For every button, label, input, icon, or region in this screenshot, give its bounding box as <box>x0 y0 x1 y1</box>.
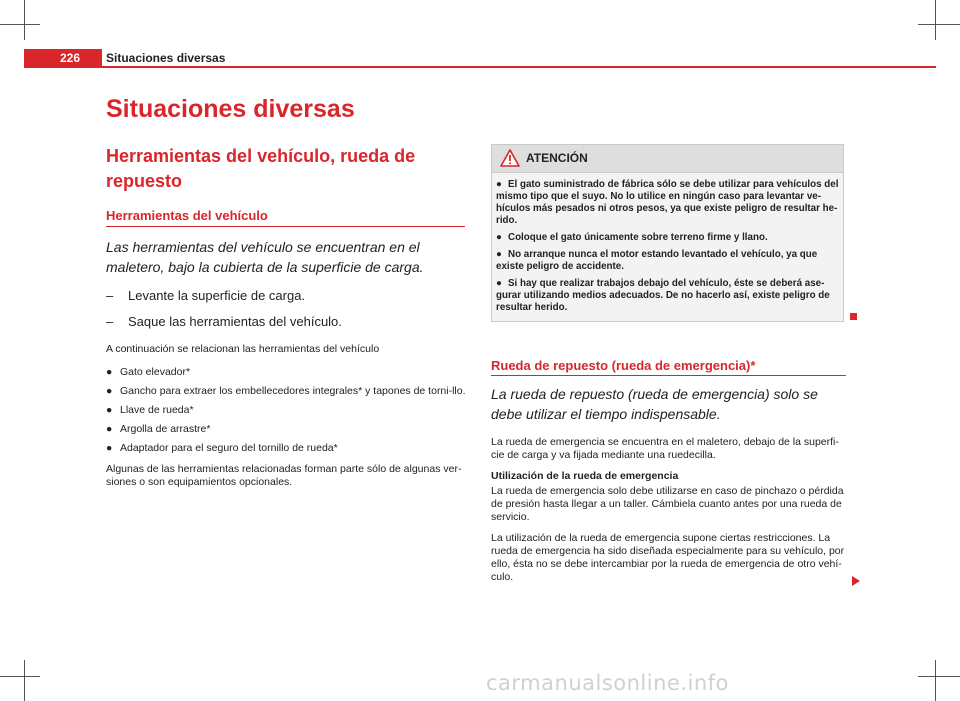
spare-wheel-intro: La rueda de repuesto (rueda de emergencia) solo se debe utilizar el tiempo indispensable. <box>491 386 818 422</box>
step-text: Levante la superficie de carga. <box>128 288 306 303</box>
warning-item-text: Si hay que realizar trabajos debajo del vehículo, éste se deberá ase-gurar utilizando medios adecuados. De no hacerlo así, existe peligro de resultar herido. <box>496 278 830 313</box>
warning-header <box>492 145 843 173</box>
list-item <box>106 442 466 455</box>
bullet-marker: ● <box>496 179 502 190</box>
bullet-marker: ● <box>106 366 113 378</box>
section-end-mark <box>850 313 857 320</box>
bullet-marker: ● <box>496 249 502 260</box>
list-item <box>106 385 466 398</box>
crop-mark <box>24 0 25 40</box>
list-item <box>106 404 466 417</box>
warning-item <box>496 232 839 244</box>
tools-heading: Herramientas del vehículo <box>106 208 268 223</box>
list-item-text: Gato elevador* <box>120 366 191 378</box>
crop-mark <box>935 660 936 701</box>
crop-mark <box>935 0 936 40</box>
warning-item-text: No arranque nunca el motor estando levantado el vehículo, ya que existe peligro de accidente. <box>496 249 818 272</box>
list-item-text: Llave de rueda* <box>120 404 194 416</box>
subheading: Utilización de la rueda de emergencia <box>491 470 679 482</box>
bullet-marker: ● <box>496 232 502 243</box>
step-text: Saque las herramientas del vehículo. <box>128 314 342 329</box>
heading-rule <box>491 375 846 376</box>
dash-marker: – <box>106 314 114 329</box>
list-item-text: Adaptador para el seguro del tornillo de rueda* <box>120 442 338 454</box>
paragraph: La rueda de emergencia se encuentra en el maletero, debajo de la superfi-cie de carga y va fijada mediante una ruedecilla. <box>491 436 839 461</box>
page-title: Situaciones diversas <box>106 95 355 123</box>
crop-mark <box>918 676 960 677</box>
bullet-marker: ● <box>106 423 113 435</box>
bullet-marker: ● <box>106 404 113 416</box>
left-column <box>106 237 466 497</box>
bullet-marker: ● <box>496 278 502 289</box>
running-head: Situaciones diversas <box>106 51 226 65</box>
right-column <box>491 384 851 592</box>
list-item <box>106 366 466 379</box>
warning-item <box>496 179 839 227</box>
list-item <box>106 423 466 436</box>
warning-item <box>496 278 839 314</box>
continue-arrow-icon <box>852 576 860 586</box>
warning-item <box>496 249 839 273</box>
list-item-text: Gancho para extraer los embellecedores integrales* y tapones de torni-llo. <box>120 385 466 397</box>
step-item <box>106 287 466 305</box>
header-rule <box>24 66 936 68</box>
section-heading: Herramientas del vehículo, rueda de repuesto <box>106 146 416 191</box>
paragraph: La utilización de la rueda de emergencia supone ciertas restricciones. La rueda de emergencia ha sido diseñada especialmente para su vehículo, por ello, ésta no se debe intercambiar por la rueda de emergencia de otro vehí-culo. <box>491 532 845 583</box>
warning-box <box>491 144 844 322</box>
crop-mark <box>24 660 25 701</box>
crop-mark <box>918 24 960 25</box>
watermark: carmanualsonline.info <box>486 671 729 695</box>
dash-marker: – <box>106 288 114 303</box>
step-item <box>106 313 466 331</box>
tools-intro: Las herramientas del vehículo se encuentran en el maletero, bajo la cubierta de la superficie de carga. <box>106 239 424 275</box>
crop-mark <box>0 676 40 677</box>
warning-title: ATENCIÓN <box>526 151 588 165</box>
warning-item-text: El gato suministrado de fábrica sólo se debe utilizar para vehículos del mismo tipo que el suyo. No lo utilice en ningún caso para levantar ve-hículos más pesados ni otros pesos, ya que existe peligro de resultar he-rido. <box>496 179 839 226</box>
bullet-marker: ● <box>106 442 113 454</box>
heading-rule <box>106 226 465 227</box>
tools-note: Algunas de las herramientas relacionadas forman parte sólo de algunas ver-siones o son equipamientos opcionales. <box>106 463 462 488</box>
paragraph: La rueda de emergencia solo debe utilizarse en caso de pinchazo o pérdida de presión hasta llegar a un taller. Cámbiela cuanto antes por una rueda de servicio. <box>491 485 844 523</box>
warning-item-text: Coloque el gato únicamente sobre terreno firme y llano. <box>508 232 768 243</box>
warning-triangle-icon <box>500 149 520 172</box>
page-number: 226 <box>24 49 102 67</box>
warning-body <box>492 173 843 314</box>
crop-mark <box>0 24 40 25</box>
tools-lead: A continuación se relacionan las herramientas del vehículo <box>106 343 380 355</box>
list-item-text: Argolla de arrastre* <box>120 423 211 435</box>
spare-wheel-heading: Rueda de repuesto (rueda de emergencia)* <box>491 358 756 373</box>
bullet-marker: ● <box>106 385 113 397</box>
